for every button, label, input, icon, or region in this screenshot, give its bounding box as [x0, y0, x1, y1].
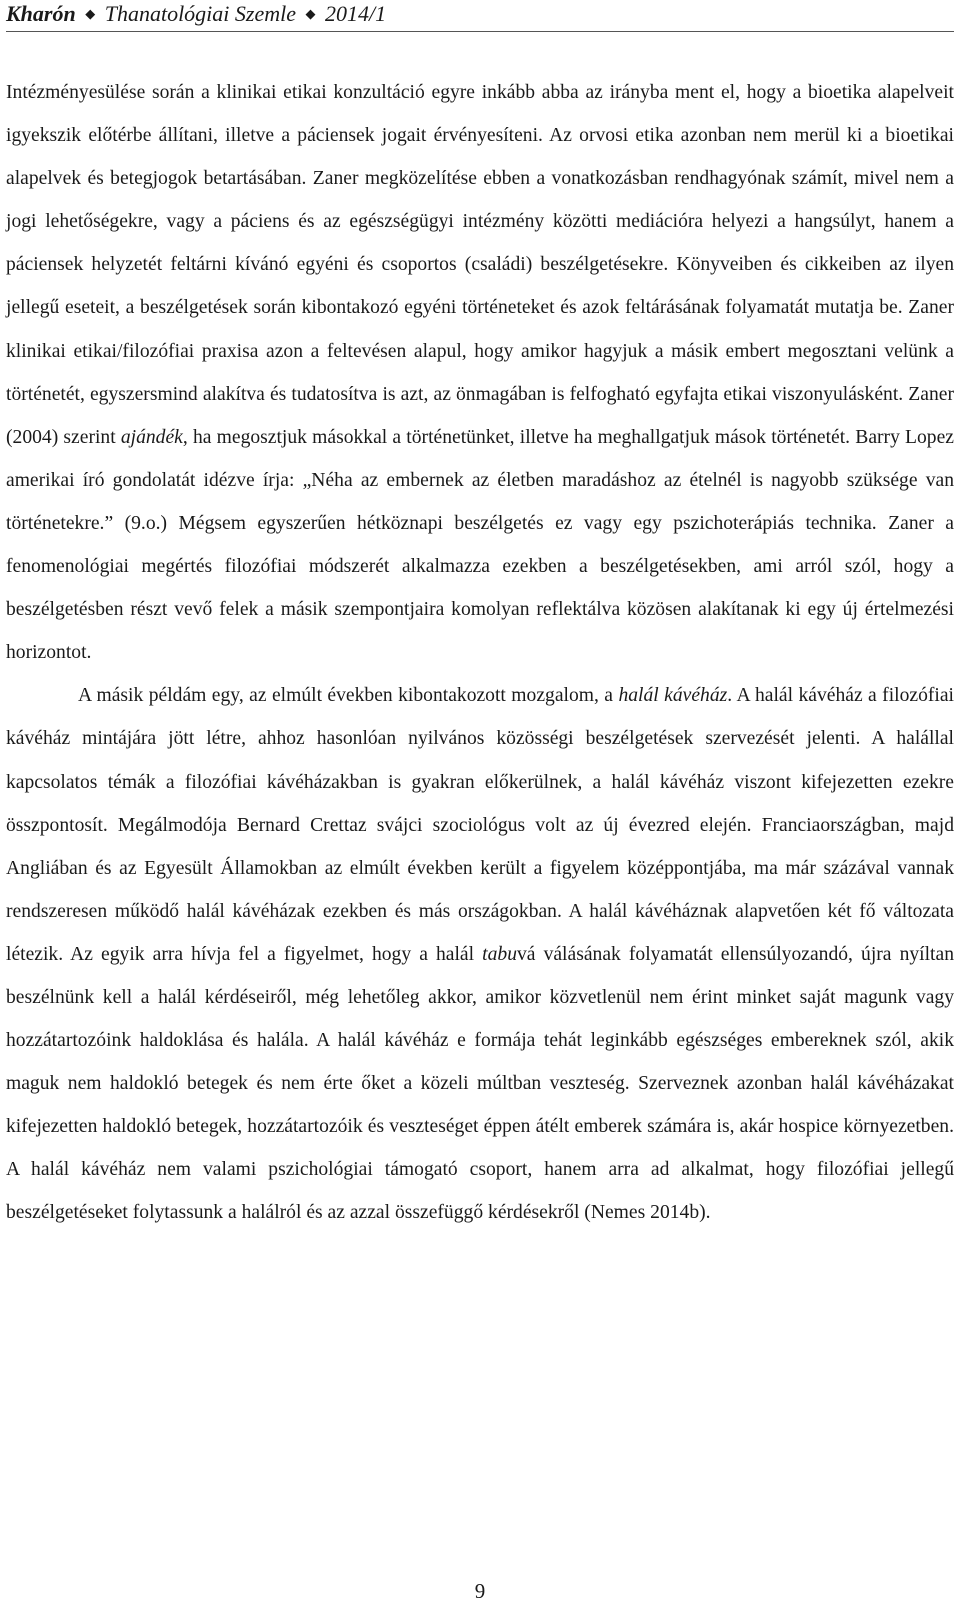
paragraph-zaner — [6, 71, 954, 674]
text-run: Intézményesülése során a klinikai etikai konzultáció egyre inkább abba az irányba ment el, hogy a bioetika alapelveit igyekszik előtérbe állítani, illetve a páciensek jogait érvényesíteni. Az orvosi etika azonban nem merül ki a bioetikai alapelvek és betegjogok betartásában. Zaner megközelítése ebben a vonatkozásban rendhagyónak számít, mivel nem a jogi lehetőségekre, vagy a páciens és az egészségügyi intézmény közötti mediációra helyezi a hangsúlyt, hanem a páciensek helyzetét feltárni kívánó egyéni és csoportos (családi) beszélgetésekre. Könyveiben és cikkeiben az ilyen jellegű eseteit, a beszélgetések során kibontakozó egyéni történeteket és azok feltárásának folyamatát mutatja be. Zaner klinikai etikai/filozófiai praxisa azon a feltevésen alapul, hogy amikor hagyjuk a másik embert megosztani velünk a történetét, egyszersmind alakítva és tudatosítva is azt, az önmagában is felfogható egyfajta etikai viszonyulásként. Zaner (2004) szerint — [6, 82, 954, 448]
text-run: , ha megosztjuk másokkal a történetünket, illetve ha meghallgatjuk mások történetét. Barry Lopez amerikai író gondolatát idézve írja: „Néha az embernek az életben maradáshoz az ételnél is nagyobb szüksége van történetekre.” (9.o.) Mégsem egyszerűen hétköznapi beszélgetés ez vagy egy pszichoterápiás technika. Zaner a fenomenológiai megértés filozófiai módszerét alkalmazza ezekben a beszélgetésekben, ami arról szól, hogy a beszélgetésben részt vevő felek a másik szempontjaira komolyan reflektálva közösen alakítanak ki egy új értelmezési horizontot. — [6, 426, 955, 664]
diamond-separator-icon: ◆ — [305, 6, 316, 21]
text-run: vá válásának folyamatát ellensúlyozandó, újra nyíltan beszélnünk kell a halál kérdéseiről, még lehetőleg akkor, amikor közvetlenül nem érint minket saját magunk vagy hozzátartozóink haldoklása és halála. A halál kávéház e formája tehát leginkább egészséges embereknek szól, akik maguk nem haldokló betegek és nem érte őket a közeli múltban veszteség. Szerveznek azonban halál kávéházakat kifejezetten haldokló betegek, hozzátartozóik és veszteséget éppen átélt emberek számára is, akár hospice környezetben. A halál kávéház nem valami pszichológiai támogató csoport, hanem arra ad alkalmat, hogy filozófiai jellegű beszélgetéseket folytassunk a halálról és az azzal összefüggő kérdésekről (Nemes 2014b). — [6, 943, 954, 1224]
emphasis-tabu: tabu — [482, 943, 517, 965]
journal-subtitle: Thanatológiai Szemle — [104, 1, 296, 26]
diamond-separator-icon: ◆ — [85, 6, 96, 21]
issue-number: 2014/1 — [325, 1, 387, 26]
running-header — [6, 0, 954, 32]
text-run: . A halál kávéház a filozófiai kávéház mintájára jött létre, ahhoz hasonlóan nyilvános közösségi beszélgetések szervezését jelenti. A halállal kapcsolatos témák a filozófiai kávéházakban is gyakran előkerülnek, a halál kávéház viszont kifejezetten ezekre összpontosít. Megálmodója Bernard Crettaz svájci szociológus volt az új évezred elején. Franciaországban, majd Angliában és az Egyesült Államokban az elmúlt években került a figyelem középpontjába, ma már százával vannak rendszeresen működő halál kávéházak ezekben és más országokban. A halál kávéháznak alapvetően két fő változata létezik. Az egyik arra hívja fel a figyelmet, hogy a halál — [6, 685, 954, 965]
page-number: 9 — [474, 1579, 486, 1603]
emphasis-ajandek: ajándék — [120, 426, 183, 448]
journal-title: Kharón — [6, 1, 76, 26]
emphasis-halal-kavehaz: halál kávéház — [618, 685, 728, 707]
text-run: A másik példám egy, az elmúlt években kibontakozott mozgalom, a — [78, 685, 619, 707]
article-body — [6, 71, 954, 1235]
paragraph-death-cafe — [6, 674, 954, 1234]
